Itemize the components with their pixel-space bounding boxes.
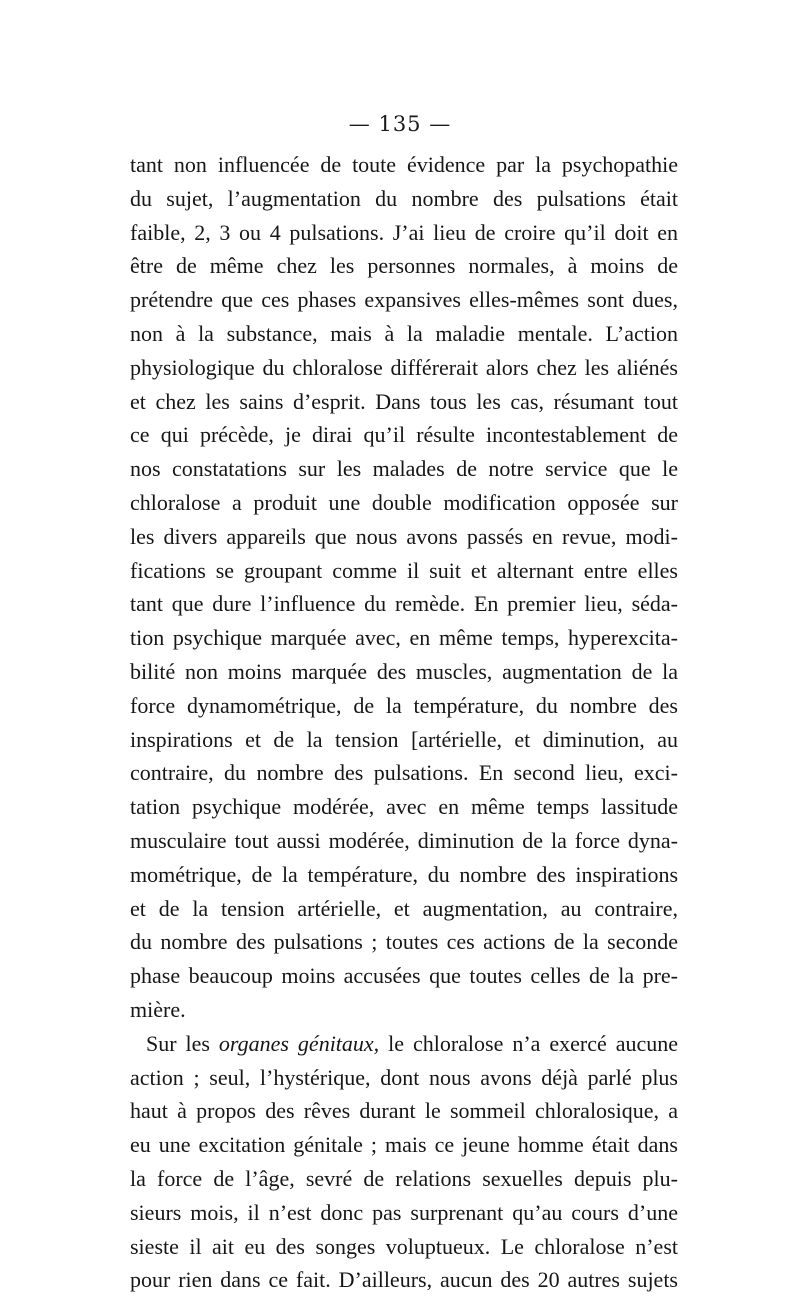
text-line: pour rien dans ce fait. D’ailleurs, aucun des 20 autres sujets xyxy=(130,1267,678,1293)
text-line: les divers appareils que nous avons passés en revue, modi- xyxy=(130,523,678,549)
text-line xyxy=(130,1027,678,1061)
text-line: mière. xyxy=(130,996,186,1022)
text-line: mométrique, de la température, du nombre des inspirations xyxy=(130,861,678,887)
text-line: faible, 2, 3 ou 4 pulsations. J’ai lieu de croire qu’il doit en xyxy=(130,219,678,245)
text-line: contraire, du nombre des pulsations. En second lieu, exci- xyxy=(130,760,678,786)
text-line: inspirations et de la tension [artérielle, et diminution, au xyxy=(130,726,678,752)
text-line: ce qui précède, je dirai qu’il résulte incontestablement de xyxy=(130,422,678,448)
text-line: tion psychique marquée avec, en même temps, hyperexcita- xyxy=(130,625,678,651)
text-line: physiologique du chloralose différerait alors chez les aliénés xyxy=(130,354,678,380)
text-line: tation psychique modérée, avec en même temps lassitude xyxy=(130,794,678,820)
text-line: prétendre que ces phases expansives elles-mêmes sont dues, xyxy=(130,287,678,313)
text-line: chloralose a produit une double modification opposée sur xyxy=(130,489,678,515)
text-line: haut à propos des rêves durant le sommeil chloralosique, a xyxy=(130,1098,678,1124)
text-line: phase beaucoup moins accusées que toutes celles de la pre- xyxy=(130,963,678,989)
text-line: la force de l’âge, sevré de relations sexuelles depuis plu- xyxy=(130,1165,678,1191)
text-segment: Sur les xyxy=(146,1030,219,1056)
text-line: bilité non moins marquée des muscles, augmentation de la xyxy=(130,658,678,684)
text-line: tant que dure l’influence du remède. En premier lieu, séda- xyxy=(130,591,678,617)
text-line: sieurs mois, il n’est donc pas surprenant qu’au cours d’une xyxy=(130,1199,678,1225)
text-line: tant non influencée de toute évidence par la psychopathie xyxy=(130,152,678,177)
text-segment: le chloralose n’a exercé aucune xyxy=(379,1030,678,1056)
text-line: sieste il ait eu des songes voluptueux. Le chloralose n’est xyxy=(130,1233,678,1259)
text-line: et chez les sains d’esprit. Dans tous les cas, résumant tout xyxy=(130,388,678,414)
text-line: être de même chez les personnes normales, à moins de xyxy=(130,253,678,279)
text-line: non à la substance, mais à la maladie mentale. L’action xyxy=(130,320,678,346)
text-line: musculaire tout aussi modérée, diminution de la force dyna- xyxy=(130,827,678,853)
text-line: action ; seul, l’hystérique, dont nous avons déjà parlé plus xyxy=(130,1064,678,1090)
text-line: du nombre des pulsations ; toutes ces actions de la seconde xyxy=(130,929,678,955)
page-number: — 135 — xyxy=(348,112,452,136)
text-line: nos constatations sur les malades de notre service que le xyxy=(130,456,678,482)
italic-term: organes génitaux, xyxy=(218,1030,380,1056)
text-line: et de la tension artérielle, et augmentation, au contraire, xyxy=(130,895,678,921)
text-line: force dynamométrique, de la température, du nombre des xyxy=(130,692,678,718)
text-line: du sujet, l’augmentation du nombre des pulsations était xyxy=(130,185,678,211)
text-line: fications se groupant comme il suit et alternant entre elles xyxy=(130,557,678,583)
text-line: eu une excitation génitale ; mais ce jeune homme était dans xyxy=(130,1132,678,1158)
body-text xyxy=(130,148,678,1297)
